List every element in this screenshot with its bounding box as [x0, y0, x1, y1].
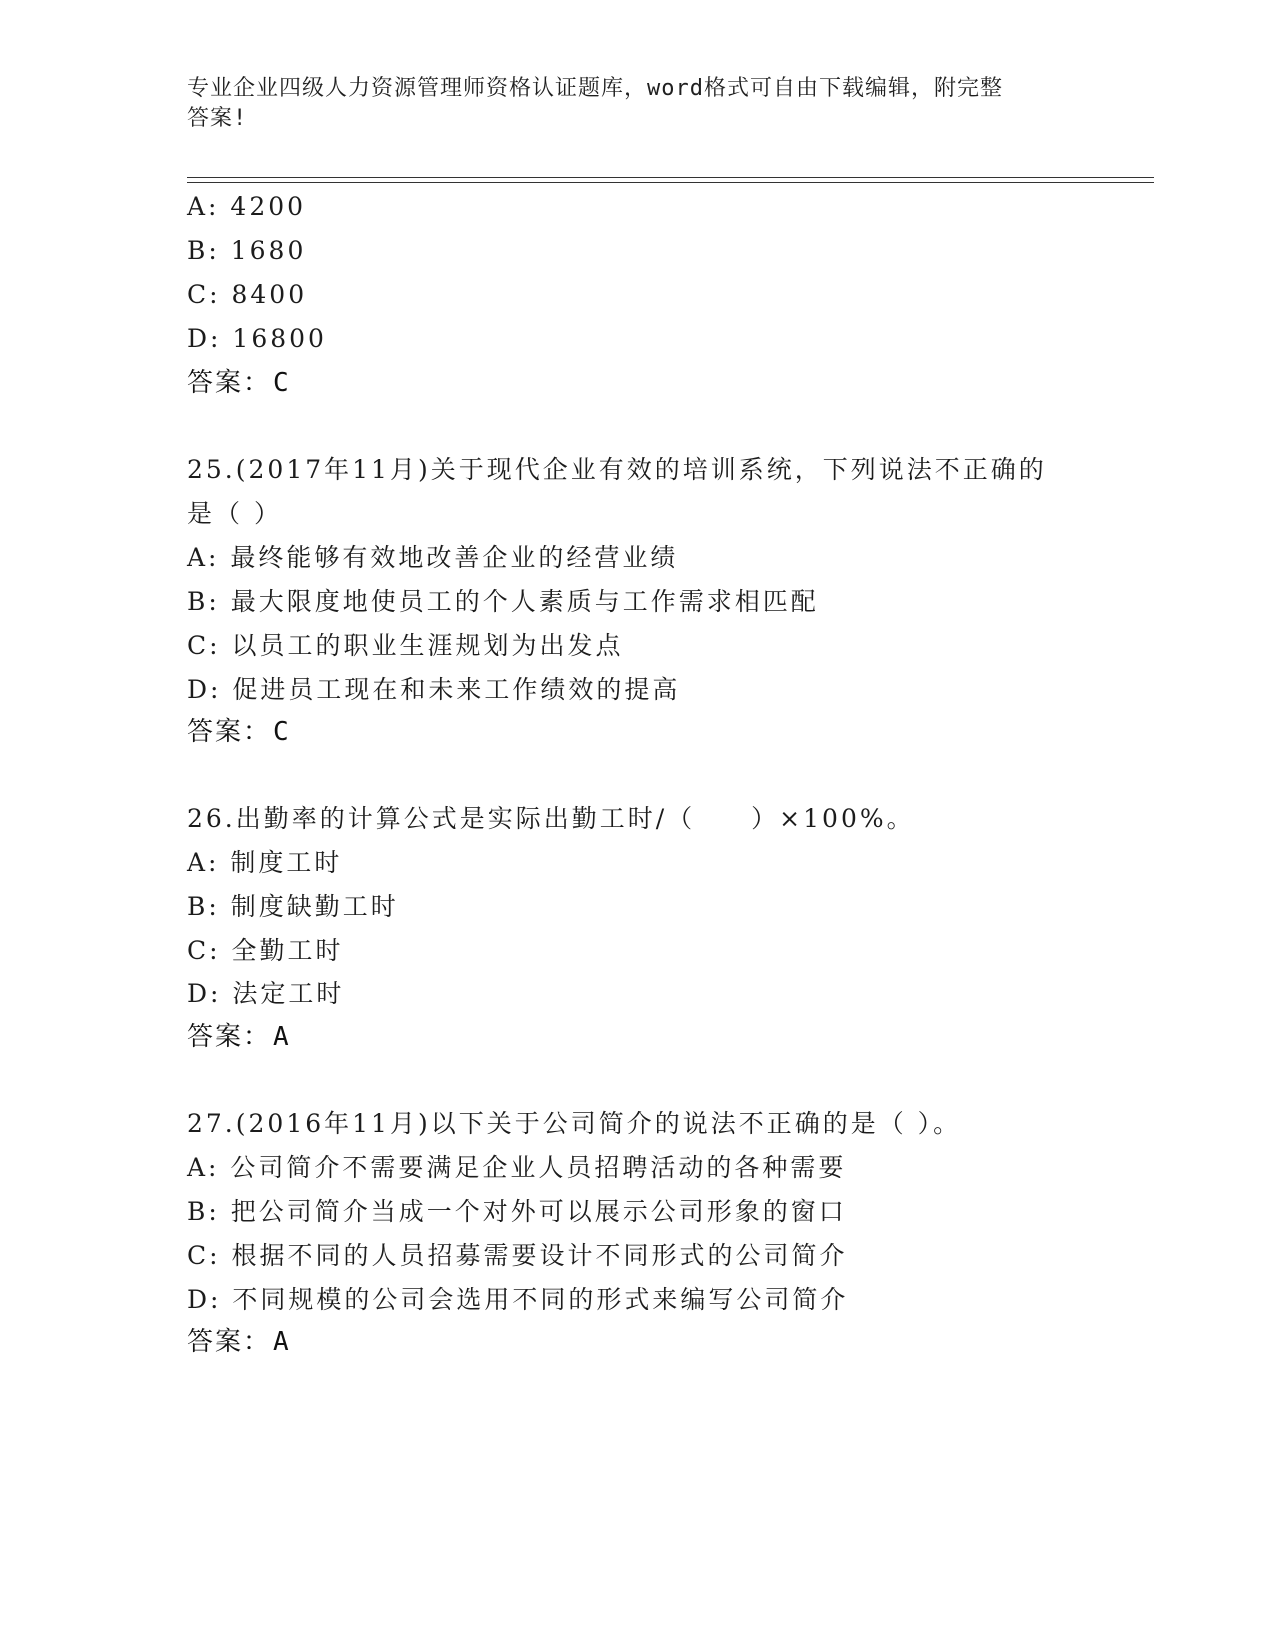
q26-option-a: A: 制度工时 — [187, 848, 343, 877]
q25-option-c: C: 以员工的职业生涯规划为出发点 — [187, 631, 624, 660]
q27-option-d: D: 不同规模的公司会选用不同的形式来编写公司简介 — [187, 1285, 849, 1314]
answer-value: A — [273, 1327, 289, 1357]
header-divider-bottom — [187, 182, 1154, 183]
q25-stem-line-1: 25.(2017年11月)关于现代企业有效的培训系统，下列说法不正确的 — [187, 455, 1047, 484]
q27-option-c: C: 根据不同的人员招募需要设计不同形式的公司简介 — [187, 1241, 848, 1270]
q24-option-a: A: 4200 — [187, 192, 307, 221]
q25-option-b: B: 最大限度地使员工的个人素质与工作需求相匹配 — [187, 587, 819, 616]
q25-option-d: D: 促进员工现在和未来工作绩效的提高 — [187, 675, 681, 704]
q24-option-d: D: 16800 — [187, 324, 327, 353]
answer-value: A — [273, 1022, 289, 1052]
q27-answer — [187, 1325, 289, 1359]
header-divider-top — [187, 177, 1154, 178]
answer-value: C — [273, 368, 289, 398]
q24-option-b: B: 1680 — [187, 236, 307, 265]
answer-label: 答案： — [187, 368, 272, 398]
q26-option-b: B: 制度缺勤工时 — [187, 892, 399, 921]
q27-stem: 27.(2016年11月)以下关于公司简介的说法不正确的是（ ）。 — [187, 1109, 962, 1138]
q26-option-d: D: 法定工时 — [187, 979, 345, 1008]
answer-label: 答案： — [187, 1327, 272, 1357]
q25-answer — [187, 715, 289, 749]
header-line-1: 专业企业四级人力资源管理师资格认证题库，word格式可自由下载编辑，附完整 — [187, 76, 1003, 101]
q27-option-a: A: 公司简介不需要满足企业人员招聘活动的各种需要 — [187, 1153, 847, 1182]
q26-stem: 26.出勤率的计算公式是实际出勤工时/（ ）×100%。 — [187, 804, 915, 833]
q26-option-c: C: 全勤工时 — [187, 936, 344, 965]
q24-option-c: C: 8400 — [187, 280, 308, 309]
answer-value: C — [273, 717, 289, 747]
answer-label: 答案： — [187, 1022, 272, 1052]
answer-label: 答案： — [187, 717, 272, 747]
document-header — [187, 74, 1067, 134]
header-line-2: 答案! — [187, 106, 248, 131]
q24-answer — [187, 366, 289, 400]
q25-option-a: A: 最终能够有效地改善企业的经营业绩 — [187, 543, 679, 572]
q27-option-b: B: 把公司简介当成一个对外可以展示公司形象的窗口 — [187, 1197, 847, 1226]
q25-stem-line-2: 是（ ） — [187, 499, 282, 528]
q26-answer — [187, 1020, 289, 1054]
